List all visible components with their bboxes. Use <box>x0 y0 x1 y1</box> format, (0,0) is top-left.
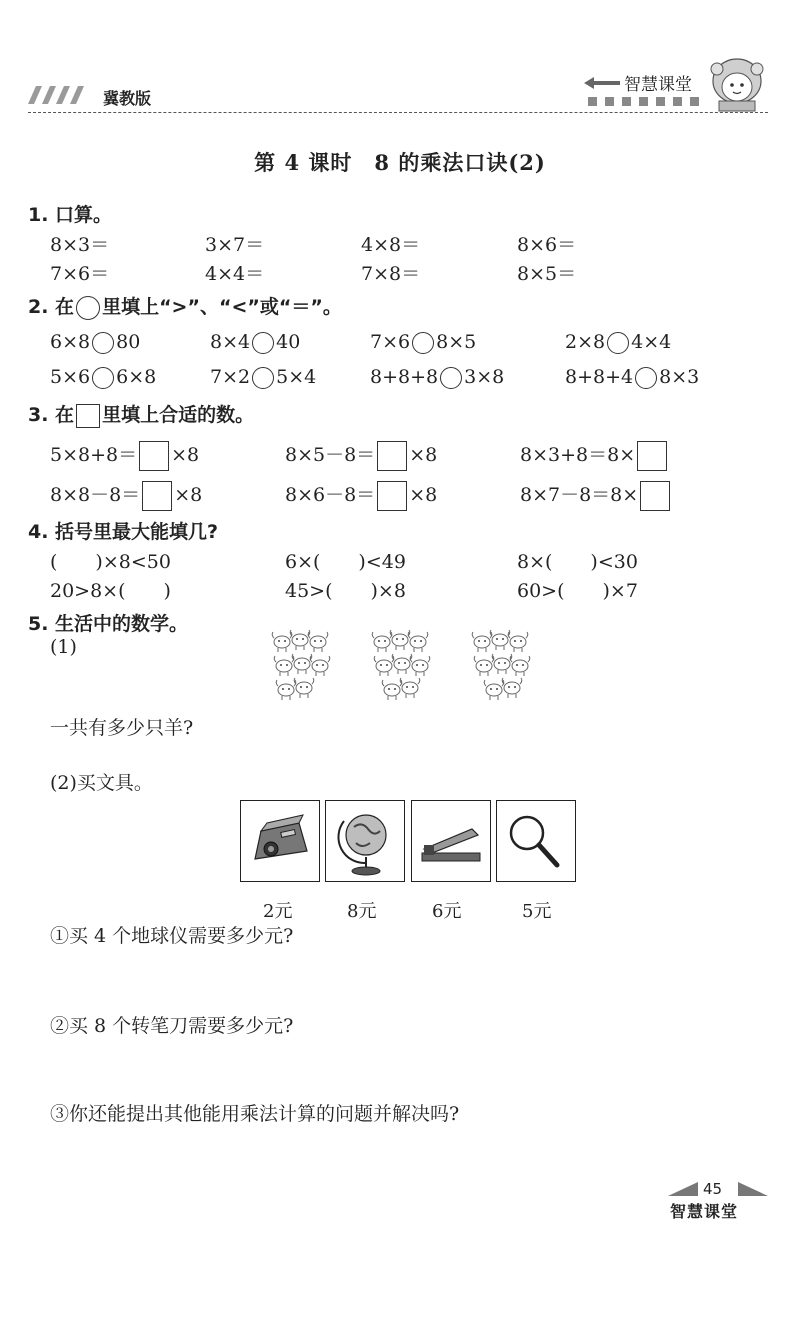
q2-item: 7×2 5×4 <box>210 366 317 388</box>
brand-dots <box>588 97 708 107</box>
compare-circle[interactable] <box>412 332 434 354</box>
q1-item: 4×4＝ <box>205 263 265 285</box>
sub-question: ②买 8 个转笔刀需要多少元? <box>50 1015 294 1037</box>
compare-circle[interactable] <box>252 367 274 389</box>
q3-item: 5×8+8＝ ×8 <box>50 440 199 471</box>
q2-item: 5×6 6×8 <box>50 366 157 388</box>
q1-item: 8×6＝ <box>517 234 577 256</box>
q2-title: 2. 在 里填上“>”、“<”或“＝”。 <box>28 296 342 318</box>
compare-circle[interactable] <box>252 332 274 354</box>
girl-mascot-icon <box>705 55 770 113</box>
sheep-group <box>272 630 330 700</box>
q2-item: 2×8 4×4 <box>565 331 672 353</box>
page-number: 45 <box>703 1180 723 1198</box>
q1-item: 4×8＝ <box>361 234 421 256</box>
compare-circle[interactable] <box>440 367 462 389</box>
q4-item: 45>( )×8 <box>285 580 406 602</box>
compare-circle[interactable] <box>635 367 657 389</box>
q3-item: 8×5－8＝ ×8 <box>285 440 437 471</box>
q1-item: 7×8＝ <box>361 263 421 285</box>
pencil-sharpener-icon <box>241 801 319 881</box>
header <box>0 0 800 120</box>
edition-label: 冀教版 <box>103 89 152 108</box>
footer-brand: 智慧课堂 <box>670 1202 739 1221</box>
magnifier-card <box>496 800 576 882</box>
q5-title: 5. 生活中的数学。 <box>28 613 189 635</box>
sheep-group <box>472 630 530 700</box>
answer-box[interactable] <box>637 441 667 471</box>
sub-question: ③你还能提出其他能用乘法计算的问题并解决吗? <box>50 1103 460 1125</box>
q3-title: 3. 在 里填上合适的数。 <box>28 404 255 426</box>
q2-item: 6×8 80 <box>50 331 141 353</box>
price-label: 6元 <box>432 901 462 922</box>
sheep-group <box>372 630 430 700</box>
q3-item: 8×3+8＝8× <box>520 440 669 471</box>
sub-question: ①买 4 个地球仪需要多少元? <box>50 925 294 947</box>
answer-box[interactable] <box>377 441 407 471</box>
compare-circle[interactable] <box>92 367 114 389</box>
compare-circle[interactable] <box>607 332 629 354</box>
answer-box[interactable] <box>142 481 172 511</box>
q4-item: 6×( )<49 <box>285 551 406 573</box>
price-label: 8元 <box>347 901 377 922</box>
q5-part1-question: 一共有多少只羊? <box>50 717 194 739</box>
lesson-title: 第 4 课时 8 的乘法口诀(2) <box>254 150 546 175</box>
q5-part2-label: (2)买文具。 <box>50 772 153 794</box>
q3-item: 8×8－8＝ ×8 <box>50 480 202 511</box>
q1-item: 8×3＝ <box>50 234 110 256</box>
stapler-icon <box>412 801 490 881</box>
globe-card <box>325 800 405 882</box>
q4-item: 8×( )<30 <box>517 551 638 573</box>
q4-item: 60>( )×7 <box>517 580 638 602</box>
pencil-sharpener-card <box>240 800 320 882</box>
stapler-card <box>411 800 491 882</box>
circle-icon <box>76 296 100 320</box>
q1-item: 8×5＝ <box>517 263 577 285</box>
q4-item: 20>8×( ) <box>50 580 171 602</box>
q2-item: 7×6 8×5 <box>370 331 477 353</box>
q4-item: ( )×8<50 <box>50 551 171 573</box>
sheep-illustration <box>262 628 562 710</box>
answer-box[interactable] <box>377 481 407 511</box>
q2-item: 8+8+8 3×8 <box>370 366 505 388</box>
q3-item: 8×6－8＝ ×8 <box>285 480 437 511</box>
square-icon <box>76 404 100 428</box>
q1-item: 3×7＝ <box>205 234 265 256</box>
compare-circle[interactable] <box>92 332 114 354</box>
q1-item: 7×6＝ <box>50 263 110 285</box>
price-label: 2元 <box>263 901 293 922</box>
answer-box[interactable] <box>139 441 169 471</box>
q2-item: 8+8+4 8×3 <box>565 366 700 388</box>
magnifier-icon <box>497 801 575 881</box>
q4-title: 4. 括号里最大能填几? <box>28 521 219 543</box>
price-label: 5元 <box>522 901 552 922</box>
globe-icon <box>326 801 404 881</box>
stripe-decoration <box>28 84 88 106</box>
header-divider <box>28 112 768 113</box>
answer-box[interactable] <box>640 481 670 511</box>
q2-item: 8×4 40 <box>210 331 301 353</box>
q5-part1-label: (1) <box>50 636 77 658</box>
arrow-icon <box>584 76 620 90</box>
brand-label: 智慧课堂 <box>624 75 692 95</box>
q3-item: 8×7－8＝8× <box>520 480 672 511</box>
q1-title: 1. 口算。 <box>28 204 113 226</box>
